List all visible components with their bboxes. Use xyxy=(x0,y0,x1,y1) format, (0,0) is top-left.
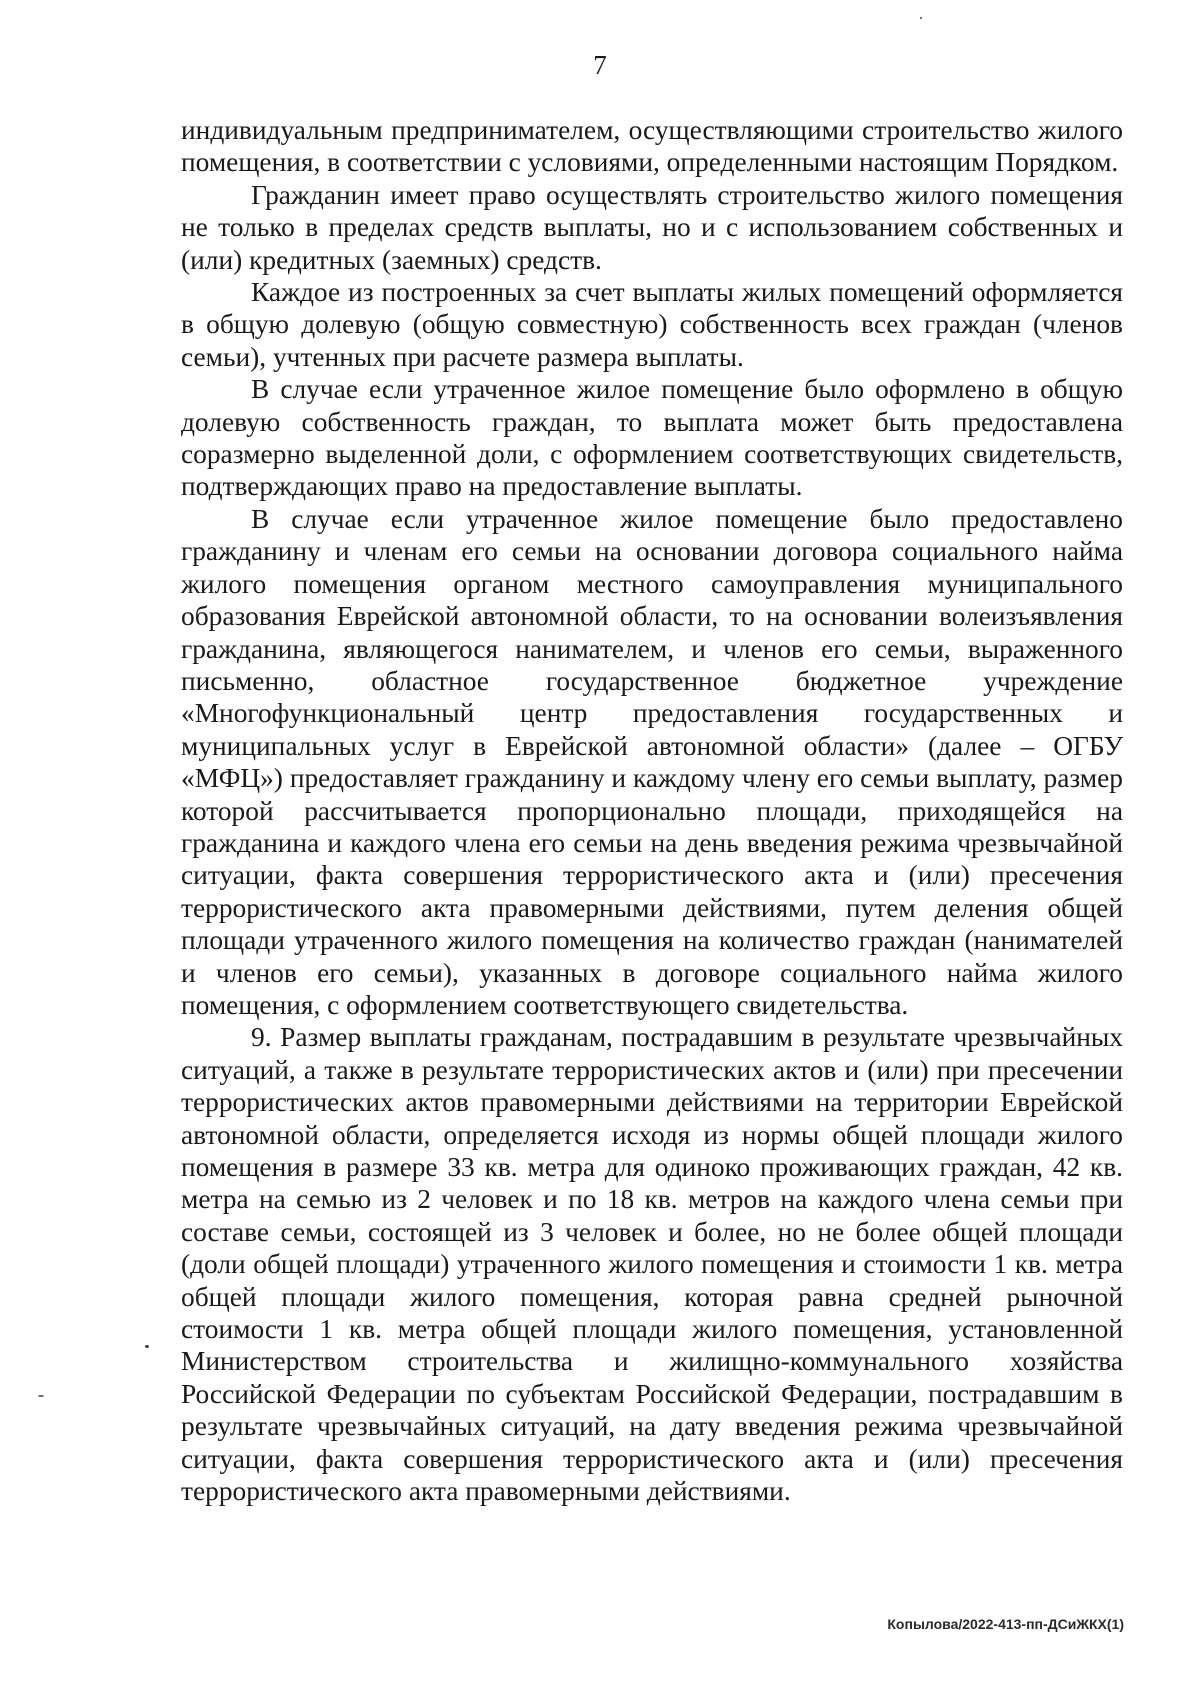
paragraph-continuation: индивидуальным предпринимателем, осуществляющими строительство жилого помещения, в соответствии с условиями, определенными настоящим Порядком. xyxy=(181,115,1123,178)
scan-speck xyxy=(920,17,922,19)
paragraph: В случае если утраченное жилое помещение было предоставлено гражданину и членам его семьи на основании договора социального найма жилого помещения органом местного самоуправления муниципального образования Еврейской автономной области, то на основании волеизъявления гражданина, являющегося нанимателем, и членов его семьи, выраженного письменно, областное государственное бюджетное учреждение «Многофункциональный центр предоставления государственных и муниципальных услуг в Еврейской автономной области» (далее – ОГБУ «МФЦ») предоставляет гражданину и каждому члену его семьи выплату, размер которой рассчитывается пропорционально площади, приходящейся на гражданина и каждого члена его семьи на день введения режима чрезвычайной ситуации, факта совершения террористического акта и (или) пресечения террористического акта правомерными действиями, путем деления общей площади утраченного жилого помещения на количество граждан (нанимателей и членов его семьи), указанных в договоре социального найма жилого помещения, с оформлением соответствующего свидетельства. xyxy=(181,503,1123,1020)
page-number: 7 xyxy=(593,50,607,80)
scan-speck xyxy=(145,1345,149,1348)
scan-speck xyxy=(38,1395,44,1397)
document-reference-code: Копылова/2022-413-пп-ДСиЖКХ(1) xyxy=(887,1616,1124,1632)
document-body xyxy=(181,114,1123,1507)
paragraph: Каждое из построенных за счет выплаты жилых помещений оформляется в общую долевую (общую совместную) собственность всех граждан (членов семьи), учтенных при расчете размера выплаты. xyxy=(181,277,1123,372)
paragraph: Гражданин имеет право осуществлять строительство жилого помещения не только в пределах средств выплаты, но и с использованием собственных и (или) кредитных (заемных) средств. xyxy=(181,179,1123,275)
paragraph: В случае если утраченное жилое помещение было оформлено в общую долевую собственность граждан, то выплата может быть предоставлена соразмерно выделенной доли, с оформлением соответствующих свидетельств, подтверждающих право на предоставление выплаты. xyxy=(181,374,1123,502)
paragraph-clause-9: 9. Размер выплаты гражданам, пострадавшим в результате чрезвычайных ситуаций, а также в результате террористических актов и (или) при пресечении террористических актов правомерными действиями на территории Еврейской автономной области, определяется исходя из нормы общей площади жилого помещения в размере 33 кв. метра для одиноко проживающих граждан, 42 кв. метра на семью из 2 человек и по 18 кв. метров на каждого члена семьи при составе семьи, состоящей из 3 человек и более, но не более общей площади (доли общей площади) утраченного жилого помещения и стоимости 1 кв. метра общей площади жилого помещения, которая равна средней рыночной стоимости 1 кв. метра общей площади жилого помещения, установленной Министерством строительства и жилищно-коммунального хозяйства Российской Федерации по субъектам Российской Федерации, пострадавшим в результате чрезвычайных ситуаций, на дату введения режима чрезвычайной ситуации, факта совершения террористического акта и (или) пресечения террористического акта правомерными действиями. xyxy=(181,1022,1123,1507)
